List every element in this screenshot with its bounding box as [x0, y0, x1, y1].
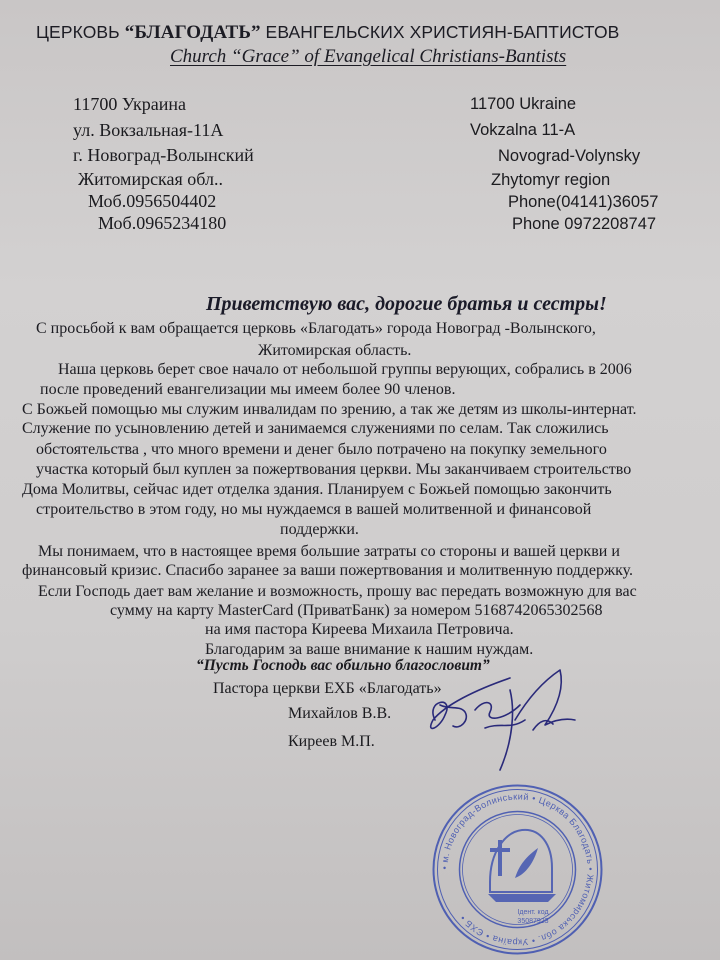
- body-line: на имя пастора Киреева Михаила Петровича.: [205, 621, 514, 638]
- handwritten-signature: [415, 650, 585, 780]
- address-ru-phone: Моб.0956504402: [88, 191, 217, 211]
- address-ru-line: Житомирская обл..: [78, 169, 223, 189]
- stamp-code-label: Ідент. код: [517, 909, 549, 916]
- stamp-code-value: 35087923: [517, 918, 549, 925]
- signature-title: Пастора церкви ЕХБ «Благодать»: [213, 680, 442, 697]
- body-line: Мы понимаем, что в настоящее время большие затраты со стороны и вашей церкви и: [38, 543, 620, 560]
- body-line: С просьбой к вам обращается церковь «Благодать» города Новоград -Волынского,: [36, 320, 596, 337]
- body-line: участка который был куплен за пожертвования церкви. Мы заканчиваем строительство: [36, 461, 632, 478]
- address-en-line: 11700 Ukraine: [470, 95, 577, 113]
- body-line: обстоятельства , что много времени и денег было потрачено на покупку земельного: [36, 441, 607, 458]
- body-line-card-number: сумму на карту MasterCard (ПриватБанк) за номером 5168742065302568: [110, 602, 603, 619]
- body-line: строительство в этом году, но мы нуждаемся в вашей молитвенной и финансовой: [36, 501, 592, 518]
- stamp-emblem: [488, 830, 556, 902]
- address-ru-line: г. Новоград-Волынский: [73, 145, 254, 165]
- body-line: после проведений евангелизации мы имеем более 90 членов.: [40, 381, 456, 398]
- body-line: поддержки.: [280, 521, 359, 538]
- church-title-ru: ЦЕРКОВЬ “БЛАГОДАТЬ” ЕВАНГЕЛЬСКИХ ХРИСТИЯН-БАПТИСТОВ: [36, 22, 620, 43]
- address-ru-phone: Моб.0965234180: [98, 213, 227, 233]
- blessing: “Пусть Господь вас обильно благословит”: [196, 657, 490, 674]
- church-name-ru: “БЛАГОДАТЬ”: [124, 22, 261, 43]
- body-line: С Божьей помощью мы служим инвалидам по зрению, а так же детям из школы-интернат.: [22, 401, 637, 418]
- address-ru-line: ул. Вокзальная-11А: [73, 120, 224, 140]
- address-en-phone: Phone 0972208747: [512, 215, 657, 233]
- greeting: Приветствую вас, дорогие братья и сестры!: [206, 293, 607, 315]
- address-ru-line: 11700 Украина: [73, 94, 186, 114]
- stamp-ring-text: • м. Новоград-Волинський • Церква Благодать • Житомирська обл. • Україна • ЄХБ •: [439, 791, 596, 948]
- signature-name-mikhailov: Михайлов В.В.: [288, 705, 392, 722]
- address-en-line: Vokzalna 11-A: [470, 121, 576, 139]
- signature-name-kireev: Киреев М.П.: [288, 733, 375, 750]
- body-line: Дома Молитвы, сейчас идет отделка здания. Планируем с Божьей помощью закончить: [22, 481, 612, 498]
- body-line: финансовый кризис. Спасибо заранее за ваши пожертвования и молитвенную поддержку.: [22, 562, 634, 579]
- body-line: Если Господь дает вам желание и возможность, прошу вас передать возможную для вас: [38, 583, 637, 600]
- address-en-line: Zhytomyr region: [491, 171, 611, 189]
- body-line: Благодарим за ваше внимание к нашим нуждам.: [205, 641, 534, 658]
- church-title-en: Church “Grace” of Evangelical Christians-Bantists: [170, 46, 567, 67]
- church-stamp: [430, 782, 605, 957]
- body-line: Наша церковь берет свое начало от небольшой группы верующих, собрались в 2006: [58, 361, 632, 378]
- address-en-phone: Phone(04141)36057: [508, 193, 659, 211]
- body-line: Житомирская область.: [258, 342, 412, 359]
- body-line: Служение по усыновлению детей и занимаемся служениями по селам. Так сложились: [22, 420, 609, 437]
- address-en-line: Novograd-Volynsky: [498, 147, 641, 165]
